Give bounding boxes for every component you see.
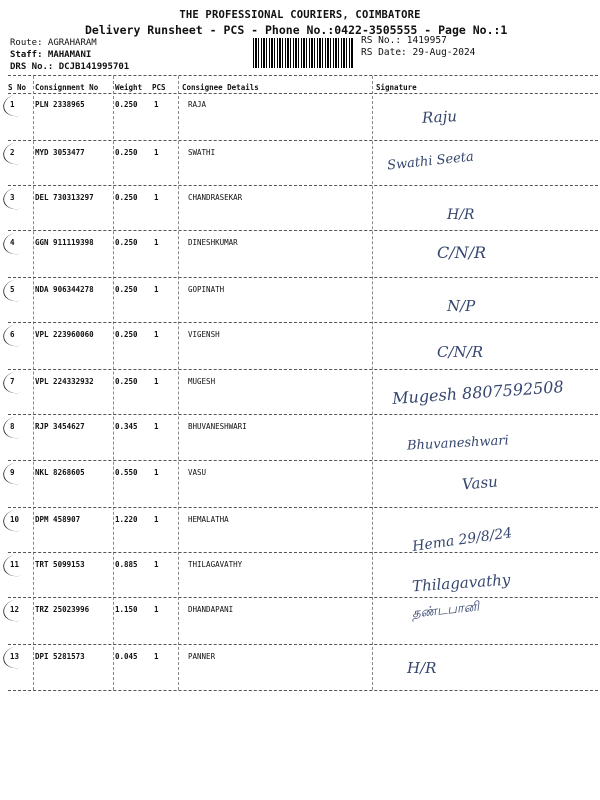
row-consignment-no: GGN 911119398: [35, 238, 94, 247]
tick-mark: [1, 139, 36, 167]
col-header-sno: S No: [8, 83, 27, 92]
row-signature: C/N/R: [437, 243, 487, 262]
row-pcs: 1: [154, 330, 159, 339]
row-sno: 2: [10, 148, 15, 157]
row-pcs: 1: [154, 605, 159, 614]
row-weight: 0.250: [115, 377, 138, 386]
row-weight: 1.150: [115, 605, 138, 614]
row-signature: Raju: [421, 107, 458, 127]
row-separator: [8, 460, 598, 461]
row-sno: 8: [10, 422, 15, 431]
row-consignee: PANNER: [188, 652, 216, 661]
row-consignment-no: MYD 3053477: [35, 148, 85, 157]
col-header-weight: Weight: [115, 83, 143, 92]
row-weight: 0.250: [115, 193, 138, 202]
row-signature: தண்டபானி: [411, 599, 480, 622]
row-consignee: BHUVANESHWARI: [188, 422, 247, 431]
row-consignee: VASU: [188, 468, 207, 477]
tick-mark: [1, 459, 36, 487]
tick-mark: [1, 184, 36, 212]
row-weight: 0.250: [115, 148, 138, 157]
row-separator: [8, 690, 598, 691]
row-sno: 12: [10, 605, 20, 614]
row-separator: [8, 414, 598, 415]
row-pcs: 1: [154, 193, 159, 202]
col-header-consignment: Consignment No: [35, 83, 99, 92]
row-weight: 0.345: [115, 422, 138, 431]
row-consignment-no: VPL 224332932: [35, 377, 94, 386]
row-consignee: RAJA: [188, 100, 207, 109]
tick-mark: [1, 321, 36, 349]
row-weight: 0.885: [115, 560, 138, 569]
row-consignment-no: VPL 223960060: [35, 330, 94, 339]
row-consignment-no: DPI 5281573: [35, 652, 85, 661]
row-pcs: 1: [154, 560, 159, 569]
row-signature: N/P: [447, 297, 476, 315]
col-header-consignee: Consignee Details: [182, 83, 259, 92]
tick-mark: [1, 413, 36, 441]
row-weight: 0.250: [115, 100, 138, 109]
row-separator: [8, 230, 598, 231]
row-consignee: DINESHKUMAR: [188, 238, 238, 247]
row-sno: 10: [10, 515, 20, 524]
row-sno: 1: [10, 100, 15, 109]
row-consignment-no: PLN 2338965: [35, 100, 85, 109]
row-pcs: 1: [154, 422, 159, 431]
tick-mark: [1, 368, 36, 396]
row-sno: 5: [10, 285, 15, 294]
row-sno: 13: [10, 652, 20, 661]
company-title: THE PROFESSIONAL COURIERS, COIMBATORE: [179, 9, 421, 21]
row-separator: [8, 644, 598, 645]
row-separator: [8, 140, 598, 141]
row-weight: 0.250: [115, 285, 138, 294]
row-separator: [8, 597, 598, 598]
row-pcs: 1: [154, 377, 159, 386]
row-signature: H/R: [447, 207, 475, 223]
barcode: [253, 38, 353, 68]
row-separator: [8, 277, 598, 278]
row-consignee: HEMALATHA: [188, 515, 229, 524]
row-consignee: CHANDRASEKAR: [188, 193, 243, 202]
row-pcs: 1: [154, 468, 159, 477]
staff-label: Staff: MAHAMANI: [10, 50, 92, 60]
tick-mark: [1, 276, 36, 304]
row-sno: 7: [10, 377, 15, 386]
row-signature: Vasu: [461, 472, 499, 494]
row-pcs: 1: [154, 100, 159, 109]
row-consignment-no: NKL 8268605: [35, 468, 85, 477]
row-weight: 0.550: [115, 468, 138, 477]
row-signature: Thilagavathy: [411, 570, 511, 596]
row-weight: 0.250: [115, 330, 138, 339]
row-sno: 3: [10, 193, 15, 202]
rs-date: RS Date: 29-Aug-2024: [361, 47, 476, 58]
row-signature: H/R: [407, 659, 437, 677]
row-separator: [8, 507, 598, 508]
runsheet-subtitle: Delivery Runsheet - PCS - Phone No.:0422-3505555 - Page No.:1: [85, 23, 508, 37]
row-sno: 4: [10, 238, 15, 247]
route-label: Route: AGRAHARAM: [10, 38, 97, 48]
row-signature: Bhuvaneshwari: [406, 433, 510, 454]
row-consignment-no: DEL 730313297: [35, 193, 94, 202]
row-sno: 9: [10, 468, 15, 477]
row-consignment-no: RJP 3454627: [35, 422, 85, 431]
row-pcs: 1: [154, 238, 159, 247]
row-consignment-no: TRZ 25023996: [35, 605, 90, 614]
row-signature: C/N/R: [437, 343, 484, 361]
row-signature: Swathi Seeta: [386, 149, 475, 174]
rs-number: RS No.: 1419957: [361, 35, 447, 46]
row-sno: 6: [10, 330, 15, 339]
col-header-signature: Signature: [376, 83, 417, 92]
drs-number: DRS No.: DCJB141995701: [10, 62, 130, 72]
col-header-pcs: PCS: [152, 83, 166, 92]
row-weight: 0.045: [115, 652, 138, 661]
header-rule-top: [8, 75, 598, 76]
row-weight: 0.250: [115, 238, 138, 247]
row-separator: [8, 322, 598, 323]
row-consignment-no: DPM 458907: [35, 515, 81, 524]
row-separator: [8, 185, 598, 186]
row-signature: Hema 29/8/24: [411, 525, 514, 555]
row-consignment-no: NDA 906344278: [35, 285, 94, 294]
tick-mark: [1, 91, 36, 119]
row-consignee: SWATHI: [188, 148, 216, 157]
row-pcs: 1: [154, 515, 159, 524]
row-consignment-no: TRT 5099153: [35, 560, 85, 569]
row-consignee: THILAGAVATHY: [188, 560, 243, 569]
row-separator: [8, 552, 598, 553]
row-consignee: DHANDAPANI: [188, 605, 234, 614]
tick-mark: [1, 229, 36, 257]
row-pcs: 1: [154, 285, 159, 294]
row-pcs: 1: [154, 148, 159, 157]
row-consignee: MUGESH: [188, 377, 216, 386]
row-separator: [8, 369, 598, 370]
header-rule-bottom: [8, 93, 598, 94]
row-weight: 1.220: [115, 515, 138, 524]
row-sno: 11: [10, 560, 20, 569]
row-consignee: GOPINATH: [188, 285, 225, 294]
row-signature: Mugesh 8807592508: [391, 377, 565, 408]
row-pcs: 1: [154, 652, 159, 661]
row-consignee: VIGENSH: [188, 330, 220, 339]
